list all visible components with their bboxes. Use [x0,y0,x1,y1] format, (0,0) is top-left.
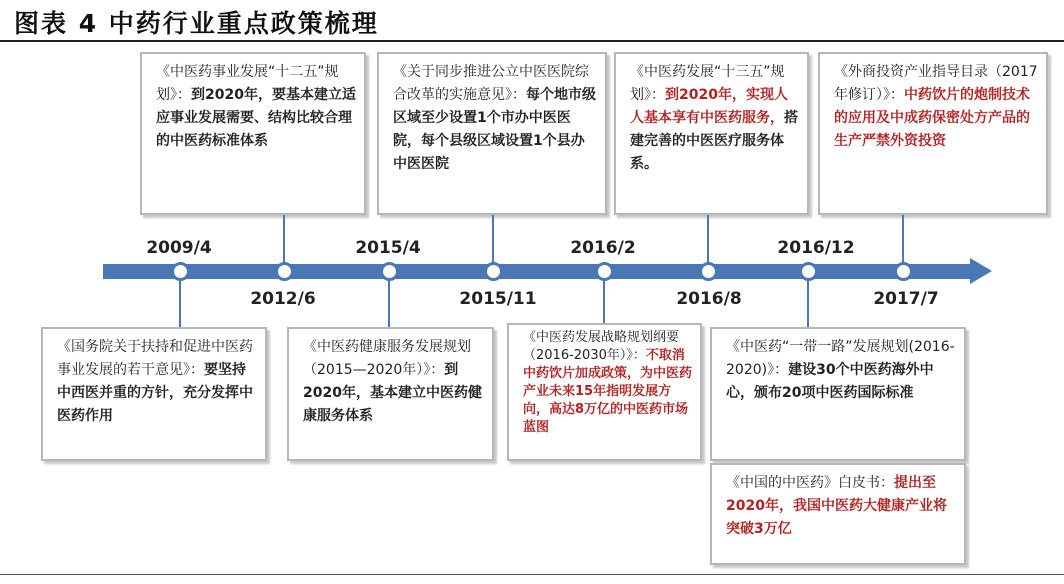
date-label-2015-11: 2015/11 [459,289,537,309]
policy-body-highlight: 中药饮片的炮制技术的应用及中成药保密处方产品的生产严禁外资投资 [834,87,1030,149]
connector-2016-8 [707,215,709,266]
title-rule [0,40,1064,42]
policy-body-highlight: 到2020年，实现人人基本享有中医药服务， [630,87,788,126]
connector-2015-11 [492,215,494,266]
policy-box-2016-12-whitepaper [710,463,966,565]
node-2017-7 [894,262,913,281]
policy-box-2016-8 [614,52,809,215]
node-2016-8 [699,262,718,281]
policy-body: 搭建完善的中医医疗服务体系。 [630,110,798,172]
date-label-2016-8: 2016/8 [676,289,742,309]
policy-title: 《中医药健康服务发展规划（2015—2020年）》： [303,339,471,378]
node-2009-4 [171,262,190,281]
date-label-2015-4: 2015/4 [355,238,421,258]
policy-title: 《中医药“一带一路”发展规划(2016-2020)》： [726,339,955,378]
policy-box-2016-12-belt-road [710,327,966,461]
policy-box-2009-4 [41,327,267,461]
policy-box-2016-2 [507,323,702,461]
connector-2009-4 [179,280,181,328]
policy-title: 《中医药发展战略规划纲要（2016-2030年）》： [523,330,680,363]
policy-box-2017-7 [818,52,1048,215]
date-label-2017-7: 2017/7 [873,289,939,309]
date-label-2016-2: 2016/2 [570,238,636,258]
connector-2012-6 [283,215,285,266]
figure-title: 图表 4 中药行业重点政策梳理 [14,9,379,38]
timeline-arrowhead [970,258,992,284]
policy-body: 每个地市级区域至少设置1个市办中医医院，每个县级区域设置1个县办中医医院 [393,87,596,172]
date-label-2012-6: 2012/6 [250,289,316,309]
date-label-2016-12: 2016/12 [777,238,855,258]
policy-body: 要坚持中西医并重的方针，充分发挥中医药作用 [57,362,253,424]
policy-body: 建设30个中医药海外中心，颁布20项中医药国际标准 [726,362,934,401]
policy-title: 《中医药事业发展“十二五”规划》： [156,64,339,103]
node-2016-12 [799,262,818,281]
policy-box-2012-6 [140,52,366,215]
node-2012-6 [275,262,294,281]
connector-2016-2 [603,280,605,324]
policy-title: 《中国的中医药》白皮书： [726,475,894,491]
policy-body-highlight: 提出至2020年，我国中医药大健康产业将突破3万亿 [726,475,947,537]
policy-body: 到2020年，要基本建立适应事业发展需要、结构比较合理的中医药标准体系 [156,87,356,149]
connector-2015-4 [388,280,390,328]
policy-title: 《外商投资产业指导目录（2017年修订）》： [834,64,1038,103]
policy-box-2015-4 [287,327,494,461]
policy-body: 到2020年，基本建立中医药健康服务体系 [303,362,482,424]
policy-title: 《国务院关于扶持和促进中医药事业发展的若干意见》： [57,339,253,378]
date-label-2009-4: 2009/4 [146,238,212,258]
node-2015-4 [380,262,399,281]
bottom-rule [0,574,1064,575]
policy-box-2015-11 [377,52,607,215]
timeline-axis [103,264,973,279]
policy-body-highlight: 不取消中药饮片加成政策，为中医药产业未来15年指明发展方向，高达8万亿的中医药市场蓝图 [523,348,693,435]
policy-title: 《中医药发展“十三五”规划》： [630,64,785,103]
connector-2016-12 [807,280,809,328]
connector-2017-7 [902,215,904,266]
policy-title: 《关于同步推进公立中医医院综合改革的实施意见》： [393,64,589,103]
node-2015-11 [484,262,503,281]
node-2016-2 [595,262,614,281]
